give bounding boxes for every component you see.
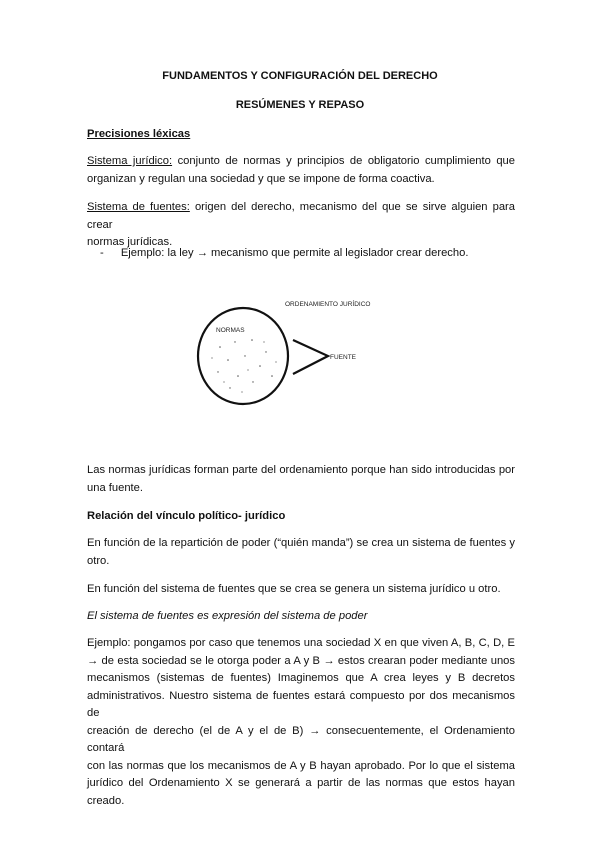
paragraph-line: creación de derecho (el de A y el de B) → consecuentemente, el Ordenamiento contará: [87, 724, 515, 754]
paragraph-reparticion: [87, 535, 515, 570]
paragraph-line: jurídico del Ordenamiento X se generará a partir de las normas que estos hayan creado.: [87, 777, 515, 807]
definition-text: origen del derecho, mecanismo del que se sirve alguien para crear: [87, 201, 515, 231]
term-sistema-fuentes: Sistema de fuentes:: [87, 201, 190, 213]
arrow-label: FUENTE: [330, 354, 356, 361]
normas-circle: [198, 308, 288, 404]
definition-sistema-juridico: [87, 153, 515, 188]
diagram-title: ORDENAMIENTO JURÍDICO: [285, 301, 371, 308]
section-heading-relacion: Relación del vínculo político- jurídico: [87, 510, 286, 522]
ordenamiento-diagram: [190, 292, 420, 412]
document-subtitle: RESÚMENES Y REPASO: [235, 99, 365, 111]
paragraph-line: Las normas jurídicas forman parte del ordenamiento porque han sido introducidas por: [87, 464, 515, 476]
fuente-arrow: [293, 340, 328, 374]
bullet-item: [100, 245, 515, 263]
paragraph-line: mecanismos (sistemas de fuentes) Imaginemos que A crea leyes y B decretos: [87, 672, 515, 684]
paragraph-line: → de esta sociedad se le otorga poder a A y B → estos crearan poder mediante unos: [87, 654, 515, 667]
definition-text: organizan y regulan una sociedad y que se impone de forma coactiva.: [87, 172, 435, 185]
paragraph-line: En función de la repartición de poder (“quién manda”) se crea un sistema de fuentes y: [87, 537, 515, 549]
paragraph-line: administrativos. Nuestro sistema de fuentes estará compuesto por dos mecanismos de: [87, 689, 515, 719]
definition-text: normas jurídicas.: [87, 236, 173, 248]
paragraph-line: con las normas que los mecanismos de A y B hayan aprobado. Por lo que el sistema: [87, 759, 515, 772]
paragraph-line: una fuente.: [87, 481, 143, 494]
bullet-text: Ejemplo: la ley → mecanismo que permite al legislador crear derecho.: [120, 247, 469, 259]
paragraph-ejemplo: [87, 635, 515, 810]
definition-text: conjunto de normas y principios de obligatorio cumplimiento que: [177, 155, 516, 167]
bullet-dash: -: [100, 247, 104, 259]
paragraph-line: Ejemplo: pongamos por caso que tenemos una sociedad X en que viven A, B, C, D, E: [87, 637, 515, 649]
section-heading-precisiones: Precisiones léxicas: [87, 128, 191, 140]
paragraph-normas: [87, 462, 515, 497]
document-title: FUNDAMENTOS Y CONFIGURACIÓN DEL DERECHO: [162, 70, 438, 82]
normas-dots: [211, 339, 276, 392]
term-sistema-juridico: Sistema jurídico:: [87, 155, 173, 167]
definition-sistema-fuentes: [87, 199, 515, 252]
paragraph-italic-statement: El sistema de fuentes es expresión del sistema de poder: [87, 610, 368, 622]
circle-label: NORMAS: [216, 327, 245, 334]
paragraph-line: otro.: [87, 554, 110, 567]
paragraph-sistema-fuentes: En función del sistema de fuentes que se crea se genera un sistema jurídico u otro.: [87, 583, 501, 595]
